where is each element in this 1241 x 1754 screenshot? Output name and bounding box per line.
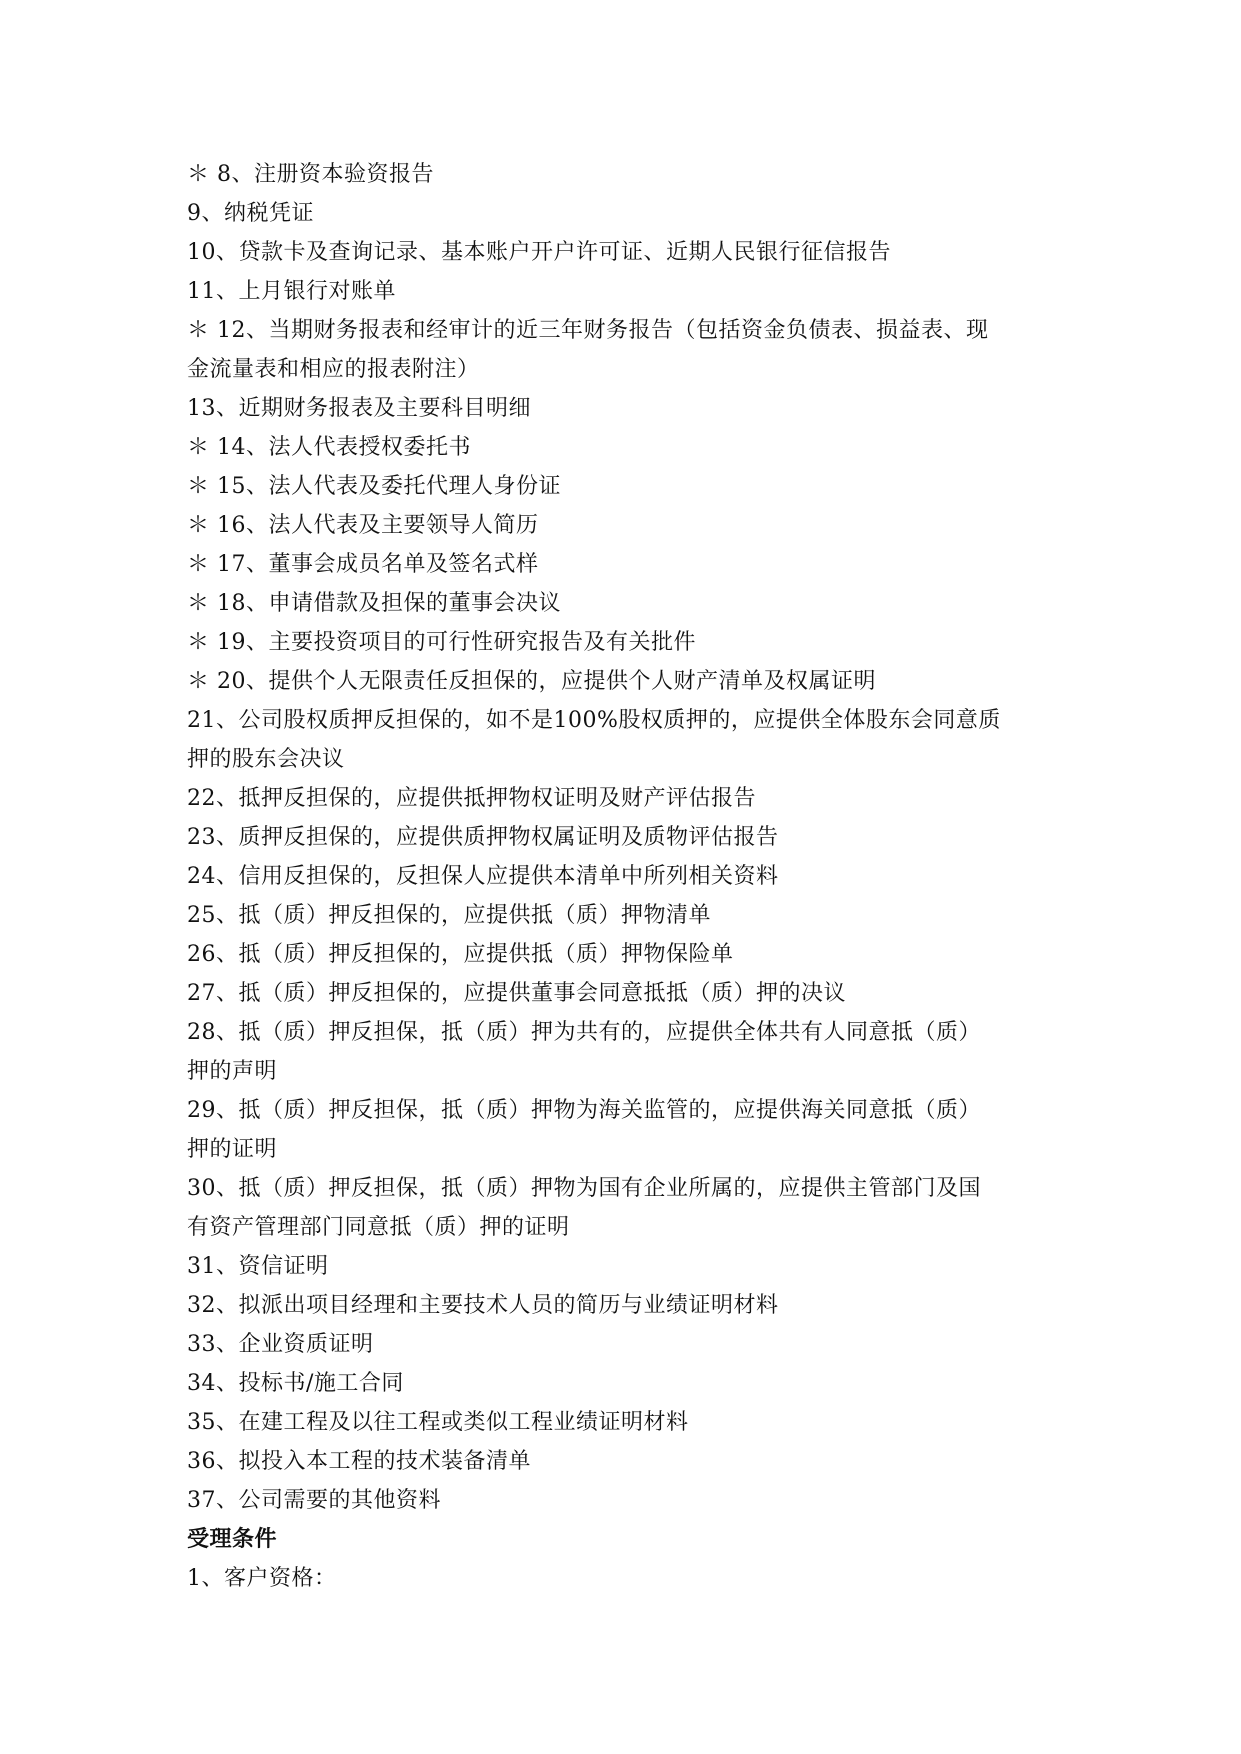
list-item: ＊ 15、法人代表及委托代理人身份证 <box>187 474 561 499</box>
list-item: ＊ 14、法人代表授权委托书 <box>187 435 471 460</box>
list-item: ＊ 16、法人代表及主要领导人简历 <box>187 513 539 538</box>
list-item-continuation: 押的股东会决议 <box>187 747 345 772</box>
list-item-continuation: 有资产管理部门同意抵（质）押的证明 <box>187 1215 570 1240</box>
list-item: 22、抵押反担保的，应提供抵押物权证明及财产评估报告 <box>187 786 756 811</box>
list-item: 10、贷款卡及查询记录、基本账户开户许可证、近期人民银行征信报告 <box>187 240 891 265</box>
list-item: 1、客户资格： <box>187 1566 337 1591</box>
list-item: 35、在建工程及以往工程或类似工程业绩证明材料 <box>187 1410 689 1435</box>
list-item: 23、质押反担保的，应提供质押物权属证明及质物评估报告 <box>187 825 779 850</box>
list-item-continuation: 押的证明 <box>187 1137 278 1162</box>
list-item: 9、纳税凭证 <box>187 201 314 226</box>
list-item: 27、抵（质）押反担保的，应提供董事会同意抵抵（质）押的决议 <box>187 981 846 1006</box>
list-item-continuation: 押的声明 <box>187 1059 278 1084</box>
document-content <box>187 155 1057 1598</box>
list-item: ＊ 12、当期财务报表和经审计的近三年财务报告（包括资金负债表、损益表、现 <box>187 318 989 343</box>
list-item: 32、拟派出项目经理和主要技术人员的简历与业绩证明材料 <box>187 1293 779 1318</box>
section-heading: 受理条件 <box>187 1526 278 1552</box>
list-item: 25、抵（质）押反担保的，应提供抵（质）押物清单 <box>187 903 711 928</box>
list-item: 36、拟投入本工程的技术装备清单 <box>187 1449 531 1474</box>
list-item: ＊ 19、主要投资项目的可行性研究报告及有关批件 <box>187 630 696 655</box>
list-item: 13、近期财务报表及主要科目明细 <box>187 396 531 421</box>
list-item: 24、信用反担保的，反担保人应提供本清单中所列相关资料 <box>187 864 779 889</box>
list-item: 34、投标书/施工合同 <box>187 1371 404 1396</box>
list-item: 37、公司需要的其他资料 <box>187 1488 441 1513</box>
list-item: ＊ 20、提供个人无限责任反担保的，应提供个人财产清单及权属证明 <box>187 669 876 694</box>
list-item: 28、抵（质）押反担保，抵（质）押为共有的，应提供全体共有人同意抵（质） <box>187 1020 981 1045</box>
list-item: 29、抵（质）押反担保，抵（质）押物为海关监管的，应提供海关同意抵（质） <box>187 1098 981 1123</box>
list-item: 26、抵（质）押反担保的，应提供抵（质）押物保险单 <box>187 942 734 967</box>
list-item-continuation: 金流量表和相应的报表附注） <box>187 357 480 382</box>
list-item: ＊ 8、注册资本验资报告 <box>187 162 434 187</box>
list-item: 21、公司股权质押反担保的，如不是100%股权质押的，应提供全体股东会同意质 <box>187 708 1001 733</box>
list-item: 31、资信证明 <box>187 1254 329 1279</box>
list-item: 11、上月银行对账单 <box>187 279 396 304</box>
list-item: 33、企业资质证明 <box>187 1332 374 1357</box>
list-item: ＊ 18、申请借款及担保的董事会决议 <box>187 591 561 616</box>
list-item: ＊ 17、董事会成员名单及签名式样 <box>187 552 539 577</box>
list-item: 30、抵（质）押反担保，抵（质）押物为国有企业所属的，应提供主管部门及国 <box>187 1176 981 1201</box>
